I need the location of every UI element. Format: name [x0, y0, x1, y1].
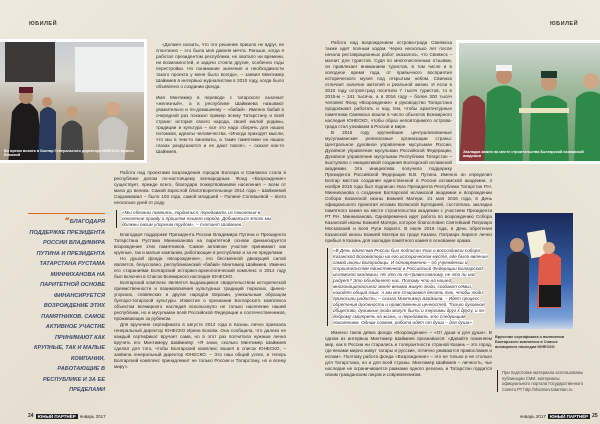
pull-quote	[28, 213, 105, 396]
pull-quote-text: БЛАГОДАРЯ ПОДДЕРЖКЕ ПРЕЗИДЕНТА РОССИИ ВЛАДИМИРА ПУТИНА И ПРЕЗИДЕНТА ТАТАРСТАНА РУСТАМА МИННИХАНОВА НА ПАРИТЕТНОЙ ОСНОВЕ ФИНАНСИРУЕТСЯ ВОЗРОЖДЕНИЕ ЭТИХ ПАМЯТНИКОВ. САМОЕ АКТИВНОЕ УЧАСТИЕ ПРИНИМАЮТ КАК КРУПНЫЕ, ТАК И МАЛЫЕ КОМПАНИИ, РАБОТАЮЩИЕ В РЕСПУБЛИКЕ И ЗА ЕЕ ПРЕДЕЛАМИ	[29, 219, 105, 393]
paragraph: В 2015 году крупнейшие централизованные мусульманские религиозные организации страны: Центральное духовное управление мусульман России, Духовное управление мусульман Российской Федерации, Духовное управление мусульман Республики Татарстан – выступили с инициативой создания Болгарской исламской академии. Эта инициатива получила поддержку Президента Российской Федерации В.В. Путина. Именно он определил Болгар местом создания единственной в России исламской академии. 4 ноября 2015 года был подписан Указ Президента Республики Татарстан Р.Н. Минниханова о создании Болгарской исламской академии и возрождении Собора Казанской иконы Божией Матери. 21 мая 2016 года, в День официального принятия ислама Волжской Булгарией, состоялась закладка памятного камня на месте строительства академии с участием Президента РТ Р.Н. Минниханова. Одновременно идет работа по возрождению Собора Казанской иконы Божией Матери, которое благословил Святейший Патриарх Московский и всея Руси Кирилл. В июле 2016 года, в День обретения Казанской иконы Божией Матери во граде Казани, Патриарх Кирилл лично прибыл в Казань для закладки памятного камня в основание храма.	[325, 130, 492, 243]
quote-mark-icon: ❝	[63, 216, 69, 225]
quote-block	[327, 248, 488, 326]
article-intro	[156, 42, 284, 155]
paragraph: Благодаря поддержке Президента России Владимира Путина и Президента Татарстана Рустама Минниханова на паритетной основе финансируется возрождение этих памятников. Самое активное участие принимают как крупные, так и малые компании, работающие в республике и за ее пределами.	[114, 232, 286, 255]
footer-left	[28, 413, 106, 419]
photo-visit	[0, 39, 147, 163]
article-body	[114, 170, 286, 370]
photo-caption: Во время визита в Болгар Генерального директора ЮНЕСКО Ирины Боковой	[4, 149, 134, 157]
quote-text: «В День единства России был подписан Указ о воссоздании собора Казанской Богоматери на его историческом месте, где было явление самой иконы Богородицы. И одновременно – об учреждении и строительстве единственной в Российской Федерации Болгарской исламской академии. Не это ли по-православному, не это ли нас радует? Это объединяет нас. Потому что на нашей многонациональной земле веками живут люди, создают семьи, находят общий язык. А мы все стараемся делать так, чтобы люди приносили радость, – сказал Минтимер Шаймиев. – Идет процесс обретения духовности и нравственных ценностей. Только духовное общество, духовные люди могут быть и терпимы друг к другу, и по-доброму смотреть на жизнь, и передавать это следующим поколениям. Одним словом, работа идет от души – для души».	[333, 248, 488, 325]
section-label: ЮБИЛЕЙ	[29, 21, 58, 27]
photo-certificate	[495, 213, 573, 329]
paragraph: «Должен сказать, что это решение пришло не вдруг, не спонтанно – это была моя давняя мечта. Раньше, когда я работал президентом республики, не хватало ни времени, ни возможностей, и задачи стояли другие, особенно годы перестройки. Но понимание значения и необходимости такого проекта у меня было всегда», – заявил Минтимер Шаймиев в интервью журналистам в 2010 году, когда было объявлено о создании фонда.	[156, 42, 284, 89]
photo-ceremony	[456, 40, 600, 164]
magazine-name: ЮНЫЙ ПАРТНЁР	[37, 413, 76, 419]
paragraph: Имя Минтимер в переводе с татарского означает «железный», а в республике Шаймиева называют уважительно и по-домашнему – «бабай». Именно бабай в очередной раз показал пример всему Татарстану и всей стране: история своего народа, своей малой родины, традиции и культура – все это надо сберечь для наших потомков, идеалы человечества. «Иногда приходят мысли, что мы в чем-то виноваты, а такие памятники на наших глазах разрушаются и не дают покоя», – сказал как-то Шаймиев.	[156, 95, 284, 154]
page-number: 24	[28, 413, 34, 419]
source-note: При подготовке материала использованы публикации СМИ, материалы официального портала Государственного Совета РТ http://shaimiev.tatarstan.ru	[497, 370, 587, 392]
issue-date: январь 2017	[520, 413, 546, 419]
quote-text: «Мы обязаны помнить, гордиться, передавать из поколения в поколение правду о прошлом нашего народа. Добиваться этого мы должны своим упорным трудом», – считает Шаймиев.	[122, 210, 272, 227]
page-number: 25	[592, 413, 598, 419]
photo-caption: Вручение сертификата о включении Болгарского комплекса в Список всемирного наследия ЮНЕСКО	[495, 335, 565, 349]
paragraph: Работа над проектами возрождения городов Болгара и Свияжска стала в республике делом по-настоящему всенародным. Фонд «Возрождение» существует, прежде всего, благодаря пожертвованиям населения – всем от мала до велика. Самой взрослой благотворительнице 2014 года – Шайхиевой Садыкжамал – было 103 года, самой младшей – Полине Соловьевой – всего несколько дней от роду.	[114, 170, 286, 205]
photo-people-illustration	[495, 213, 573, 329]
photo-people-illustration	[459, 43, 600, 164]
paragraph: Болгарский комплекс является выдающимся свидетельством исторической преемственности и взаимовлияния культурных традиций тюркских, финно-угорских, славянских и других народов Евразии, уникальным образцом булгаро-татарской культуры. Известие о признании Болгарского комплекса объектом всемирного наследия всколыхнуло не только население нашей республики, но и мусульман всей Российской Федерации и соотечественников, проживающих за рубежом.	[114, 280, 286, 321]
section-label: ЮБИЛЕЙ	[550, 21, 579, 27]
paragraph: Но душой фонда «Возрождение», его бессменной движущей силой является, безусловно, республиканский «бабай» Минтимер Шаймиев. Именно его стараниями Болгарский историко-археологический комплекс в 2014 году был включен в Список Всемирного наследия ЮНЕСКО.	[114, 256, 286, 279]
issue-date: январь 2017	[79, 413, 106, 419]
paragraph: Именно таков девиз фонда «Возрождение» – «От души и для души». В одном из интервью Минтимер Шаймиев признавался: «Давайте поменяем мир, как в России ни старались и толерантности страной Казань – это город, где веками мирно живут татары и русские, отлично уживаются православие и ислам». Поэтому работа фонда «Возрождение» – это не только и не столько для Татарстана, но и для всей страны. Минтимер Шаймиев – личность, чье наследие не ограничивается рамками одного региона, и Татарстан гордится своим гражданским лицом и современником.	[325, 330, 492, 377]
paragraph: Для вручения сертификата в августе 2014 года в Казань лично приехала генеральный директор ЮНЕСКО Ирина Бокова. Она сообщила, что далеко не каждый сертификат вручает сама, но в этот раз посчитала нужным лично вручить его Минтимеру Шаймиеву: «Я знаю, сколько Минтимер Шаймиев сделал для того, чтобы Болгарский комплекс вошел в список ЮНЕСКО, – заявила генеральный директор ЮНЕСКО. – Это наш общий успех, и теперь Болгарский комплекс принадлежит не только России и Татарстану, но и всему миру».	[114, 322, 286, 369]
magazine-name: ЮНЫЙ ПАРТНЁР	[549, 413, 589, 419]
paragraph: Работа над возрождением острова-града Свияжска также идет полным ходом. Через несколько лет после начала реставрационных работ оказалось, что Свияжск – магнит для туристов. Судя по многочисленным отзывам, он привлекает вниманием туристов, в том числе и в холодное время года, от привычного восприятия исторического музея под открытым небом. Свияжск отличает наличие жителей и реальной жизни. И если в 2010 году остров-град посетили 7 тысяч туристов, то в 2015-м – 241 тысяча, а в 2016 году – более 300 тысяч человек! Фонд «Возрождение» и руководство Татарстана продолжают работать и над тем, чтобы архитектурные памятники Свияжска вошли в число объектов Всемирного наследия ЮНЕСКО, чтобы образ неповторимого острова-града стал узнаваем в России и мире.	[325, 40, 452, 129]
photo-caption: Закладка камня на месте строительства Болгарской исламской академии	[463, 150, 584, 158]
quote-block	[116, 210, 282, 228]
photo-people-illustration	[0, 42, 147, 163]
footer-right	[520, 413, 598, 419]
